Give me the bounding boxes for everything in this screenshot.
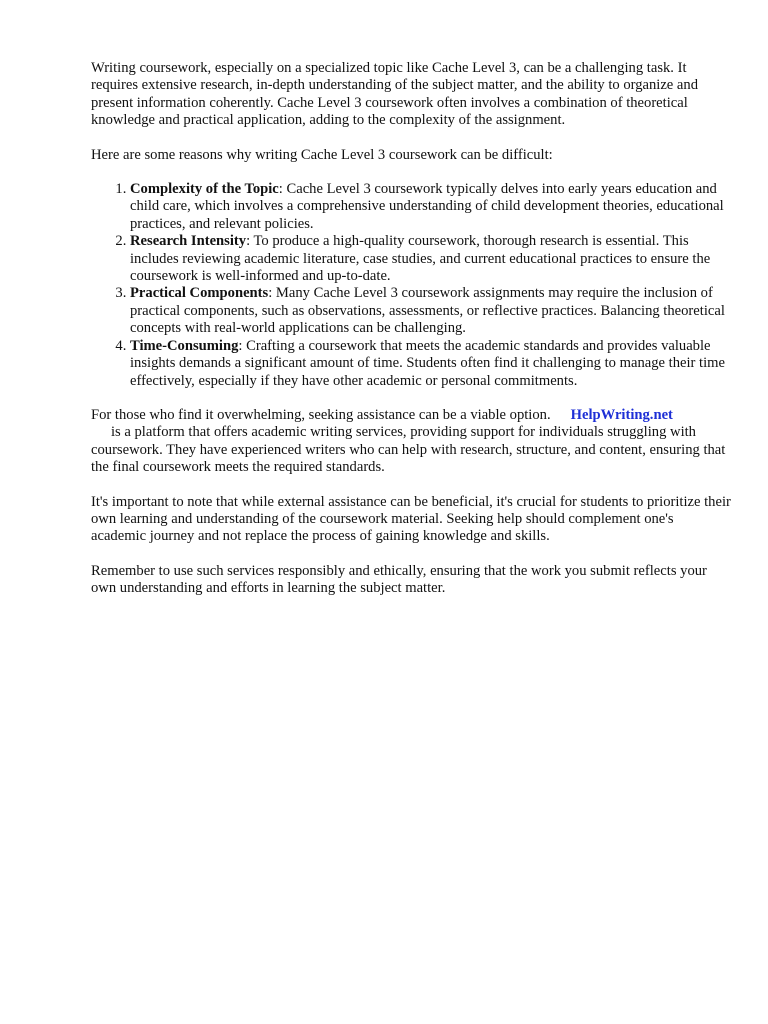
list-item-text: : Crafting a coursework that meets the academic standards and provides valuable insights demands a significant amount of time. Students often find it challenging to manage their time effectively, especially if they have other academic or personal commitments. xyxy=(130,337,725,389)
list-item-text: : Many Cache Level 3 coursework assignments may require the inclusion of practical components, such as observations, assessments, or reflective practices. Balancing theoretical concepts with real-world applications can be challenging. xyxy=(130,285,725,337)
helpwriting-link[interactable]: HelpWriting.net xyxy=(570,406,673,423)
list-item-term: Complexity of the Topic xyxy=(130,181,279,198)
closing-paragraph: Remember to use such services responsibly and ethically, ensuring that the work you submit reflects your own understanding and efforts in learning the subject matter. xyxy=(91,562,707,597)
list-item-term: Research Intensity xyxy=(130,233,247,250)
reasons-lead-paragraph: Here are some reasons why writing Cache Level 3 coursework can be difficult: xyxy=(91,146,553,163)
list-item-term: Practical Components xyxy=(130,285,269,302)
document-page xyxy=(91,60,731,615)
assistance-text-after: is a platform that offers academic writing services, providing support for individuals struggling with coursework. They have experienced writers who can help with research, structure, and content, ensuring that the final coursework meets the required standards. xyxy=(91,424,726,476)
list-item-text: : Cache Level 3 coursework typically delves into early years education and child care, which involves a comprehensive understanding of child development theories, educational practices, and relevant policies. xyxy=(130,181,724,232)
list-item-text: : To produce a high-quality coursework, thorough research is essential. This includes reviewing academic literature, case studies, and current educational practices to ensure the coursework is well-informed and up-to-date. xyxy=(130,233,711,285)
list-item xyxy=(130,181,731,233)
intro-paragraph: Writing coursework, especially on a specialized topic like Cache Level 3, can be a challenging task. It requires extensive research, in-depth understanding of the subject matter, and the ability to organize and present information coherently. Cache Level 3 coursework often involves a combination of theoretical knowledge and practical application, adding to the complexity of the assignment. xyxy=(91,60,699,129)
assistance-text-before: For those who find it overwhelming, seeking assistance can be a viable option. xyxy=(91,406,551,423)
assistance-paragraph xyxy=(91,407,731,477)
list-item-term: Time-Consuming xyxy=(130,337,239,354)
note-paragraph: It's important to note that while external assistance can be beneficial, it's crucial for students to prioritize their own learning and understanding of the coursework material. Seeking help should complement one's academic journey and not replace the process of gaining knowledge and skills. xyxy=(91,493,731,545)
list-item xyxy=(130,285,731,337)
reasons-list xyxy=(91,181,731,390)
list-item xyxy=(130,233,731,285)
list-item xyxy=(130,338,731,390)
